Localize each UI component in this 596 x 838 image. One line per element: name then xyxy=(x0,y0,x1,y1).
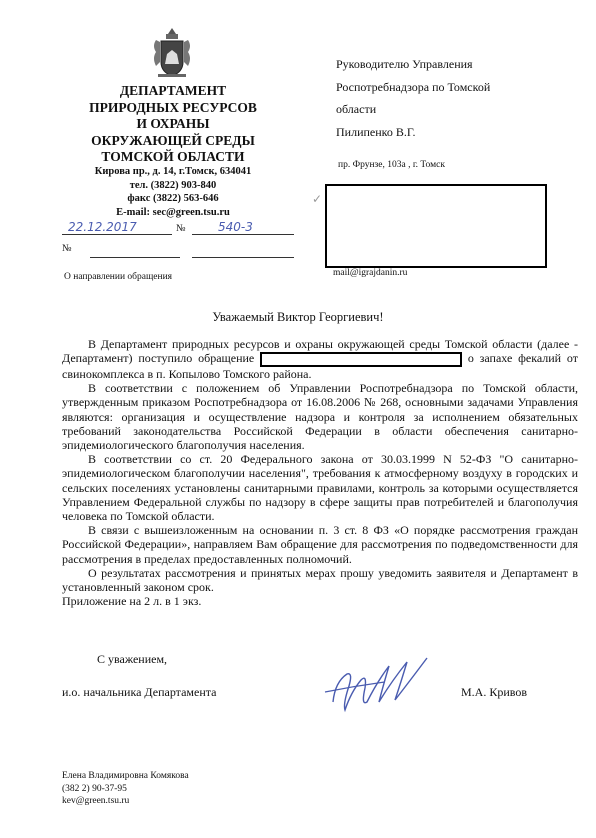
recipient-line: Роспотребнадзора по Томской xyxy=(336,79,491,94)
redacted-box xyxy=(325,184,547,268)
executor-info xyxy=(62,770,189,808)
handwritten-number: 540-3 xyxy=(218,220,253,234)
org-line: И ОХРАНЫ xyxy=(136,116,210,131)
number-underline xyxy=(192,234,294,235)
paragraph: В соответствии со ст. 20 Федерального закона от 30.03.1999 N 52-ФЗ "О санитарно-эпидемиологическом благополучии населения", требования к атмосферному воздуху в городских и сельских поселениях установлены санитарными правилами, контроль за которыми осуществляется Управлением Федеральной службы по надзору в сфере защиты прав потребителей и благополучия человека по Томской области. xyxy=(62,452,578,523)
org-line: ДЕПАРТАМЕНТ xyxy=(119,83,227,98)
address-line: Кирова пр., д. 14, г.Томск, 634041 xyxy=(94,166,252,177)
paragraph xyxy=(62,337,578,381)
closing: С уважением, xyxy=(97,652,168,666)
signature-icon xyxy=(315,652,435,720)
org-line: ПРИРОДНЫХ РЕСУРСОВ xyxy=(89,99,257,115)
blank-line xyxy=(192,257,294,258)
organization-address xyxy=(78,165,268,219)
recipient-line: Руководителю Управления xyxy=(336,57,473,71)
attachment-note: Приложение на 2 л. в 1 экз. xyxy=(62,594,202,609)
address-line: факс (3822) 563-646 xyxy=(127,193,219,205)
paragraph: О результатах рассмотрения и принятых мерах прошу уведомить заявителя и Департамент в установленный законом срок. xyxy=(62,565,578,594)
organization-name xyxy=(78,83,268,166)
paragraph: В связи с вышеизложенным на основании п. 3 ст. 8 ФЗ «О порядке рассмотрения граждан Российской Федерации», направляем Вам обращение для рассмотрения по подведомственности для рассмотрения в пределах предоставленных полномочий. xyxy=(62,523,578,566)
recipient-line: области xyxy=(336,102,377,116)
blank-line xyxy=(90,257,180,258)
checkmark-icon: ✓ xyxy=(312,192,323,206)
address-line: тел. (3822) 903-840 xyxy=(129,179,217,191)
recipient-email: mail@igrajdanin.ru xyxy=(333,268,408,278)
date-underline xyxy=(62,234,172,235)
handwritten-date: 22.12.2017 xyxy=(68,220,137,234)
letter-subject: О направлении обращения xyxy=(64,272,173,282)
org-line: ТОМСКОЙ ОБЛАСТИ xyxy=(101,149,245,164)
date-field xyxy=(62,220,172,235)
paragraph: В соответствии с положением об Управлении Роспотребнадзора по Томской области, утвержденным приказом Роспотребнадзора от 16.08.2006 № 268, основными задачами Управления являются: организация и осуществление надзора и контроля за исполнением обязательных требований законодательства Российской Федерации в области обеспечения санитарно-эпидемиологического благополучия населения. xyxy=(62,381,578,452)
redacted-inline xyxy=(260,352,462,367)
executor-email: kev@green.tsu.ru xyxy=(62,796,130,806)
letter-body xyxy=(62,337,578,608)
coat-of-arms-icon xyxy=(150,26,194,80)
signer-position: и.о. начальника Департамента xyxy=(62,685,217,699)
paragraph-text: В Департамент природных ресурсов и охраны окружающей среды Томской области (далее - Департамент) поступило обращение xyxy=(62,337,578,366)
recipient-address: пр. Фрунзе, 103а , г. Томск xyxy=(338,160,445,170)
executor-name: Елена Владимировна Комякова xyxy=(62,771,189,781)
signer-name: М.А. Кривов xyxy=(461,685,528,699)
recipient-line: Пилипенко В.Г. xyxy=(336,124,416,139)
address-line: E-mail: sec@green.tsu.ru xyxy=(116,206,230,218)
greeting: Уважаемый Виктор Георгиевич! xyxy=(212,310,384,324)
number-sign-second: № xyxy=(62,243,72,254)
org-line: ОКРУЖАЮЩЕЙ СРЕДЫ xyxy=(91,132,255,148)
recipient-block xyxy=(336,53,566,143)
number-sign: № xyxy=(176,223,186,234)
executor-phone: (382 2) 90-37-95 xyxy=(62,783,127,794)
number-field xyxy=(192,220,294,235)
paragraph-text: о запахе фекалий от свинокомплекса в п. Копылово Томского района. xyxy=(62,351,578,381)
